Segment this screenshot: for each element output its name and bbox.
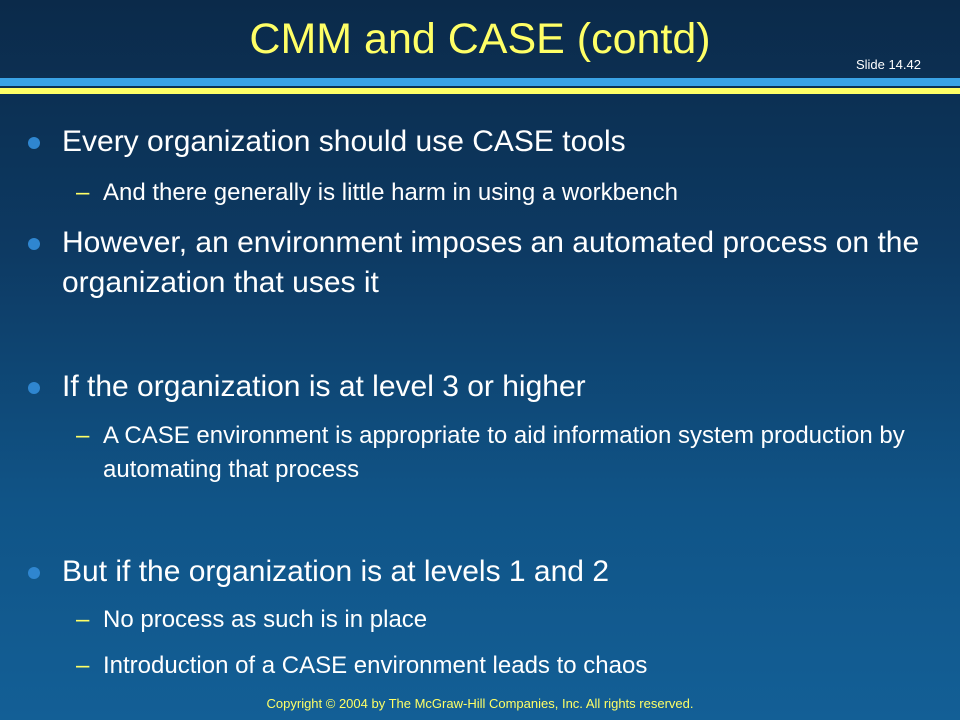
sub-bullet-text: A CASE environment is appropriate to aid information system production by automating that process [103,422,905,483]
bullet-item [62,122,932,162]
bullet-item [62,367,932,407]
bullet-dot-icon [28,238,40,250]
sub-bullet-text: Introduction of a CASE environment leads to chaos [103,652,648,679]
dash-icon: – [76,422,90,449]
slide-number: Slide 14.42 [855,57,921,72]
sub-bullet-text: No process as such is in place [103,606,428,633]
bullet-dot-icon [28,382,40,394]
dash-icon: – [76,179,90,206]
bullet-text: But if the organization is at levels 1 and 2 [62,555,610,588]
sub-bullet-item [76,419,923,487]
dash-icon: – [76,652,90,679]
bullet-item [62,223,932,303]
bullet-dot-icon [28,567,40,579]
sub-bullet-text: And there generally is little harm in using a workbench [103,179,678,206]
copyright-footer: Copyright © 2004 by The McGraw-Hill Companies, Inc. All rights reserved. [266,696,694,711]
sub-bullet-item [76,603,923,637]
sub-bullet-item [76,649,923,683]
bullet-text: Every organization should use CASE tools [62,125,626,158]
bullet-dot-icon [28,137,40,149]
bullet-text: However, an environment imposes an automated process on the organization that uses it [62,226,920,299]
bullet-text: If the organization is at level 3 or higher [62,370,586,403]
bullet-item [62,552,932,592]
dash-icon: – [76,606,90,633]
slide-title: CMM and CASE (contd) [249,15,711,63]
sub-bullet-item [76,176,923,210]
